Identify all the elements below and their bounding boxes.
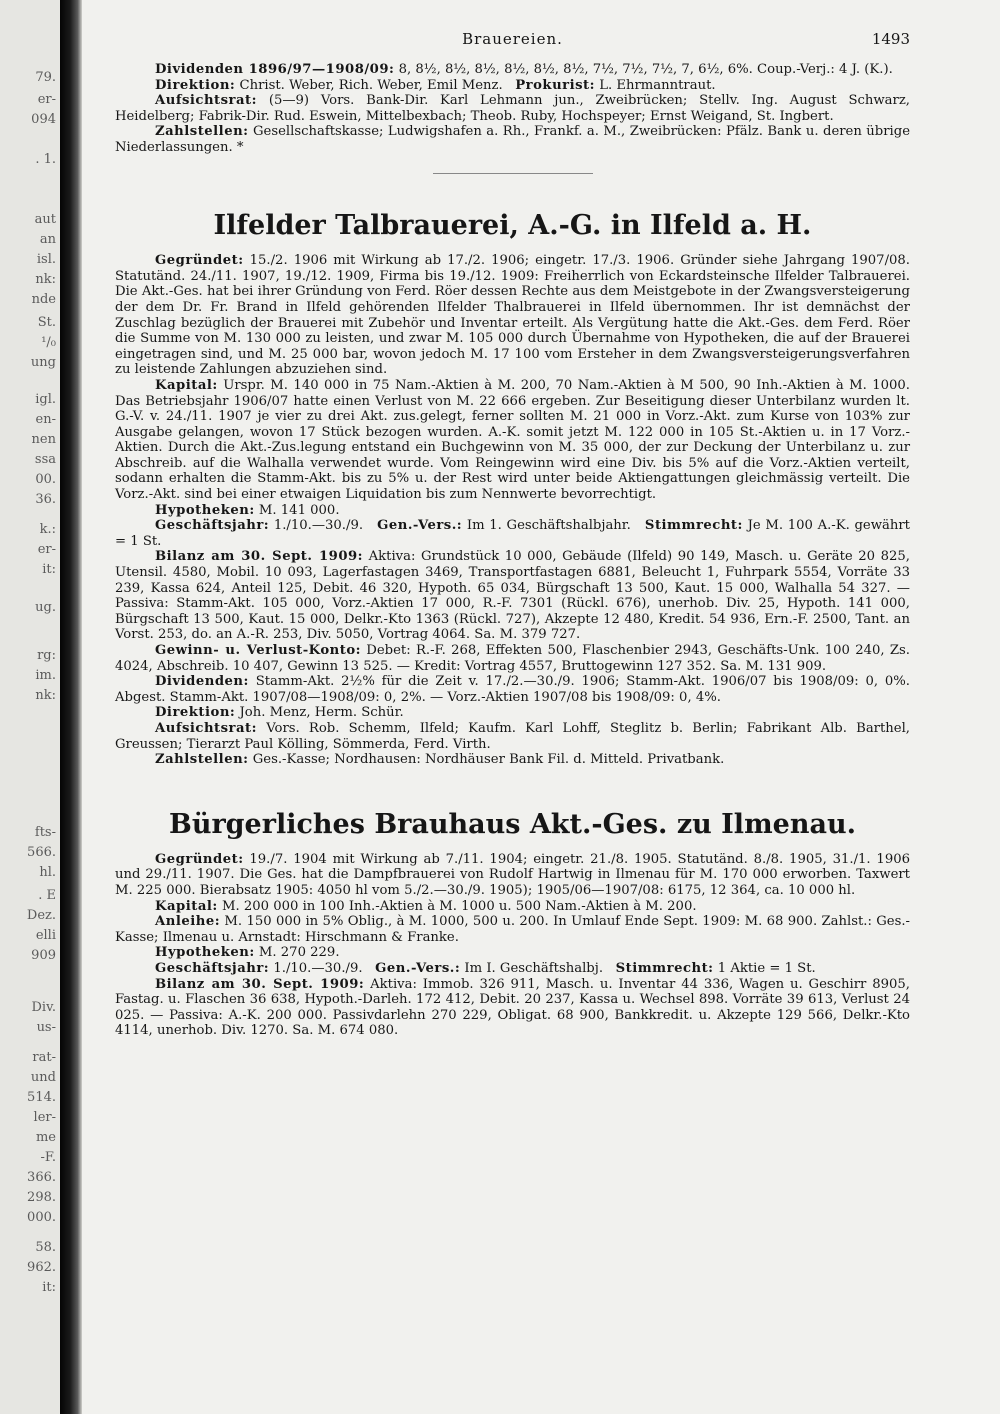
field-label: Kapital: [155,377,218,393]
field-label: Kapital: [155,898,218,914]
margin-fragment: en- [35,412,56,427]
field-label: Gegründet: [155,851,244,867]
margin-fragment: me [35,1130,56,1145]
margin-fragment: . E [38,888,56,903]
field-text: Debet: R.-F. 268, Effekten 500, Flaschenbier 2943, Geschäfts-Unk. 100 240, Zs. 4024, Abschreib. 10 407, Gewinn 13 525. — Kredit: Vortrag 4557, Bruttogewinn 127 352. Sa. M. 131 909. [115,643,910,674]
margin-fragment: 909 [31,948,56,963]
page-content [115,32,910,1039]
field-label: Bilanz am 30. Sept. 1909: [155,976,365,992]
margin-fragment: ung [30,355,56,370]
left-page-margin [0,0,60,1414]
margin-fragment: igl. [35,392,56,407]
field-label: Gen.-Vers.: [375,960,461,976]
margin-fragment: 566. [27,845,56,860]
margin-fragment: 000. [27,1210,56,1225]
entry2-hypotheken [115,945,910,961]
margin-fragment: aut [34,212,56,227]
page-number: 1493 [871,30,910,48]
book-binding-gutter [60,0,82,1414]
entry2-gegruendet [115,852,910,899]
field-label: Bilanz am 30. Sept. 1909: [155,549,364,565]
field-text: 15./2. 1906 mit Wirkung ab 17./2. 1906; eingetr. 17./3. 1906. Gründer siehe Jahrgang 1907/08. Statutänd. 24./11. 1907, 19./12. 1909, Firma bis 19./12. 1909: Freiherrlich von Eckardsteinsche Ilfelder Talbrauerei. Die Akt.-Ges. hat bei ihrer Gründung von Ferd. Röer dessen Rechte aus dem Meistgebote in der Zwangsversteigerung der dem Dr. Fr. Brand in Ilfeld gehörenden Ilfelder Thalbrauerei in Ilfeld übernommen. Ihr ist demnächst der Zuschlag bezüglich der Brauerei mit Zubehör und Inventar erteilt. Als Vergütung hatte die Akt.-Ges. dem Ferd. Röer die Summe von M. 130 000 zu leisten, und zwar M. 105 000 durch Übernahme von Hypotheken, die auf der Brauerei eingetragen sind, und M. 25 000 bar, wovon jedoch M. 17 100 vom Ersteher in dem Zwangsversteigerungsverfahren zu leistende Zahlungen abzuziehen sind. [115,253,910,378]
previous-zahlstellen [115,124,910,155]
entry1-gewinn [115,643,910,674]
margin-fragment: it: [42,1280,56,1295]
margin-fragment: ssa [34,452,56,467]
field-label: Zahlstellen: [155,752,249,768]
entry1-gegruendet [115,253,910,378]
field-label: Stimmrecht: [644,518,743,534]
margin-fragment: 298. [27,1190,56,1205]
margin-fragment: rat- [32,1050,56,1065]
margin-fragment: fts- [34,825,56,840]
entry2-bilanz [115,977,910,1039]
margin-fragment: er- [37,92,56,107]
margin-fragment: nk: [35,272,56,287]
entry-title: Ilfelder Talbrauerei, A.-G. in Ilfeld a. H. [213,210,812,242]
field-text: L. Ehrmanntraut. [599,77,716,93]
entry1-aufsichtsrat [115,721,910,752]
previous-dividenden [115,62,910,78]
margin-fragment: im. [35,668,56,683]
field-text: Urspr. M. 140 000 in 75 Nam.-Aktien à M. 200, 70 Nam.-Aktien à M 500, 90 Inh.-Aktien à M. 1000. Das Betriebsjahr 1906/07 hatte einen Verlust von M. 22 666 ergeben. Zur Beseitigung dieser Unterbilanz wurden lt. G.-V. v. 24./11. 1907 je vier zu drei Akt. zus.gelegt, ferner sollten M. 21 000 in Vorz.-Akt. zum Kurse von 103% zur Ausgabe gelangen, wovon 17 Stück bezogen wurden. A.-K. somit jetzt M. 122 000 in 105 St.-Aktien u. in 17 Vorz.-Aktien. Durch die Akt.-Zus.legung entstand ein Buchgewinn von M. 35 000, der zur Deckung der Unterbilanz u. zur Abschreib. auf die Walhalla verwendet wurde. Vom Reingewinn wird eine Div. bis 5% auf die Vorz.-Aktien verteilt, sodann erhalten die Stamm-Akt. bis zu 5% u. der Rest wird unter beide Aktiengattungen gleichmässig verteilt. Die Vorz.-Akt. sind bei einer etwaigen Liquidation bis zum Nennwerte bevorrechtigt. [115,377,910,503]
margin-fragment: ug. [35,600,56,615]
section-divider [115,166,910,182]
margin-fragment: -F. [40,1150,56,1165]
field-label: Zahlstellen: [155,124,249,140]
margin-fragment: k.: [39,522,56,537]
field-label: Dividenden: [155,674,249,690]
margin-fragment: us- [36,1020,56,1035]
margin-fragment: St. [37,315,56,330]
field-label: Geschäftsjahr: [155,960,270,976]
field-label: Prokurist: [515,77,595,93]
entry1-bilanz [115,549,910,643]
field-text: M. 141 000. [258,502,340,518]
field-label: Stimmrecht: [615,960,714,976]
field-text: Je M. 100 A.-K. gewährt = 1 St. [115,518,910,549]
field-text: M. 200 000 in 100 Inh.-Aktien à M. 1000 u. 500 Nam.-Aktien à M. 200. [221,898,697,914]
margin-fragment: ¹/₀ [41,335,56,350]
entry1-hypotheken [115,503,910,519]
field-text: M. 150 000 in 5% Oblig., à M. 1000, 500 u. 200. In Umlauf Ende Sept. 1909: M. 68 900. Zahlst.: Ges.-Kasse; Ilmenau u. Arnstadt: Hirschmann & Franke. [115,914,910,945]
entry2-geschaeftsjahr [115,961,910,977]
field-label: Gen.-Vers.: [377,518,463,534]
field-text: Ges.-Kasse; Nordhausen: Nordhäuser Bank Fil. d. Mitteld. Privatbank. [252,752,725,768]
field-text: Stamm-Akt. 2½% für die Zeit v. 17./2.—30./9. 1906; Stamm-Akt. 1906/07 bis 1908/09: 0, 0%. Abgest. Stamm-Akt. 1907/08—1908/09: 0, 2%. — Vorz.-Aktien 1907/08 bis 1908/09: 0, 4%. [115,674,910,705]
entry-title: Bürgerliches Brauhaus Akt.-Ges. zu Ilmenau. [169,808,856,840]
field-label: Hypotheken: [155,945,255,961]
header-title: Brauereien. [462,30,563,48]
field-label: Hypotheken: [155,502,255,518]
margin-fragment: und [30,1070,56,1085]
entry2-kapital [115,899,910,915]
margin-fragment: nk: [35,688,56,703]
margin-fragment: isl. [36,252,56,267]
field-label: Geschäftsjahr: [155,518,270,534]
field-label: Aufsichtsrat: [155,93,258,109]
margin-fragment: 514. [27,1090,56,1105]
margin-fragment: it: [42,562,56,577]
field-label: Anleihe: [155,914,221,930]
entry1-kapital [115,378,910,503]
margin-fragment: er- [37,542,56,557]
margin-fragment: 79. [35,70,56,85]
margin-fragment: elli [35,928,56,943]
field-text: Im I. Geschäftshalbj. [464,960,604,976]
entry1-dividenden [115,674,910,705]
field-label: Dividenden 1896/97—1908/09: [155,62,395,77]
field-text: Aktiva: Grundstück 10 000, Gebäude (Ilfeld) 90 149, Masch. u. Geräte 20 825, Utensil. 4580, Mobil. 10 093, Lagerfastagen 3469, Transportfastagen 6881, Beleucht 1, Fuhrpark 5554, Vorräte 33 239, Kassa 624, Anteil 125, Debit. 46 320, Hypoth. 65 034, Bürgschaft 13 500, Kaut. 15 000, Walhalla 54 327. — Passiva: Stamm-Akt. 105 000, Vorz.-Aktien 17 000, R.-F. 7301 (Rückl. 676), unerhob. Div. 25, Hypoth. 141 000, Bürgschaft 13 500, Kaut. 15 000, Delkr.-Kto 1363 (Rückl. 727), Akzepte 12 480, Kredit. 54 936, Ern.-F. 2500, Tant. an Vorst. 253, do. an A.-R. 253, Div. 5050, Vortrag 4064. Sa. M. 379 727. [115,549,910,643]
margin-fragment: 58. [35,1240,56,1255]
previous-aufsichtsrat [115,93,910,124]
margin-fragment: Div. [31,1000,56,1015]
field-label: Direktion: [155,705,236,721]
margin-fragment: rg: [37,648,56,663]
field-text: 19./7. 1904 mit Wirkung ab 7./11. 1904; eingetr. 21./8. 1905. Statutänd. 8./8. 1905, 31./1. 1906 und 29./11. 1907. Die Ges. hat die Dampfbrauerei von Rudolf Hartwig in Ilmenau für M. 170 000 erworben. Taxwert M. 225 000. Bierabsatz 1905: 4050 hl vom 5./2.—30./9. 1905); 1905/06—1907/08: 6175, 12 364, ca. 10 000 hl. [115,851,910,898]
field-text: Christ. Weber, Rich. Weber, Emil Menz. [239,77,503,93]
field-text: Aktiva: Immob. 326 911, Masch. u. Inventar 44 336, Wagen u. Geschirr 8905, Fastag. u. Flaschen 36 638, Hypoth.-Darleh. 172 412, Debit. 20 237, Kassa u. Wechsel 898. Vorräte 39 613, Verlust 24 025. — Passiva: A.-K. 200 000. Passivdarlehn 270 229, Obligat. 68 900, Bankkredit. u. Akzepte 129 566, Delkr.-Kto 4114, unerhob. Div. 1270. Sa. M. 674 080. [115,976,910,1039]
field-label: Aufsichtsrat: [155,720,258,736]
entry1-geschaeftsjahr [115,518,910,549]
field-text: Gesellschaftskasse; Ludwigshafen a. Rh., Frankf. a. M., Zweibrücken: Pfälz. Bank u. deren übrige Niederlassungen. * [115,124,910,155]
field-text: 1 Aktie = 1 St. [717,960,816,976]
margin-fragment: 00. [35,472,56,487]
margin-fragment: 36. [35,492,56,507]
field-text: 1./10.—30./9. [273,960,363,976]
field-text: 1./10.—30./9. [273,518,364,534]
margin-fragment: 366. [27,1170,56,1185]
field-text: (5—9) Vors. Bank-Dir. Karl Lehmann jun., Zweibrücken; Stellv. Ing. August Schwarz, Heidelberg; Fabrik-Dir. Rud. Eswein, Mittelbexbach; Theob. Ruby, Hochspeyer; Ernst Weigand, St. Ingbert. [115,93,910,124]
field-text: Vors. Rob. Schemm, Ilfeld; Kaufm. Karl Lohff, Steglitz b. Berlin; Fabrikant Alb. Barthel, Greussen; Tierarzt Paul Kölling, Sömmerda, Ferd. Virth. [115,720,910,752]
margin-fragment: an [39,232,56,247]
margin-fragment: 962. [27,1260,56,1275]
entry1-direktion [115,705,910,721]
field-text: Joh. Menz, Herm. Schür. [239,705,404,721]
field-label: Gewinn- u. Verlust-Konto: [155,643,361,658]
running-header [115,32,910,62]
field-label: Direktion: [155,77,236,93]
field-text: M. 270 229. [258,945,340,961]
field-text: 8, 8½, 8½, 8½, 8½, 8½, 8½, 7½, 7½, 7½, 7, 6½, 6%. Coup.-Verj.: 4 J. (K.). [398,62,893,77]
previous-direktion [115,78,910,94]
entry2-anleihe [115,914,910,945]
margin-fragment: nen [31,432,56,447]
field-text: Im 1. Geschäftshalbjahr. [466,518,631,534]
entry1-zahlstellen [115,752,910,768]
margin-fragment: . 1. [35,152,56,167]
margin-fragment: ler- [33,1110,56,1125]
margin-fragment: hl. [39,865,56,880]
margin-fragment: nde [31,292,56,307]
margin-fragment: Dez. [26,908,56,923]
margin-fragment: 094 [31,112,56,127]
field-label: Gegründet: [155,253,244,269]
